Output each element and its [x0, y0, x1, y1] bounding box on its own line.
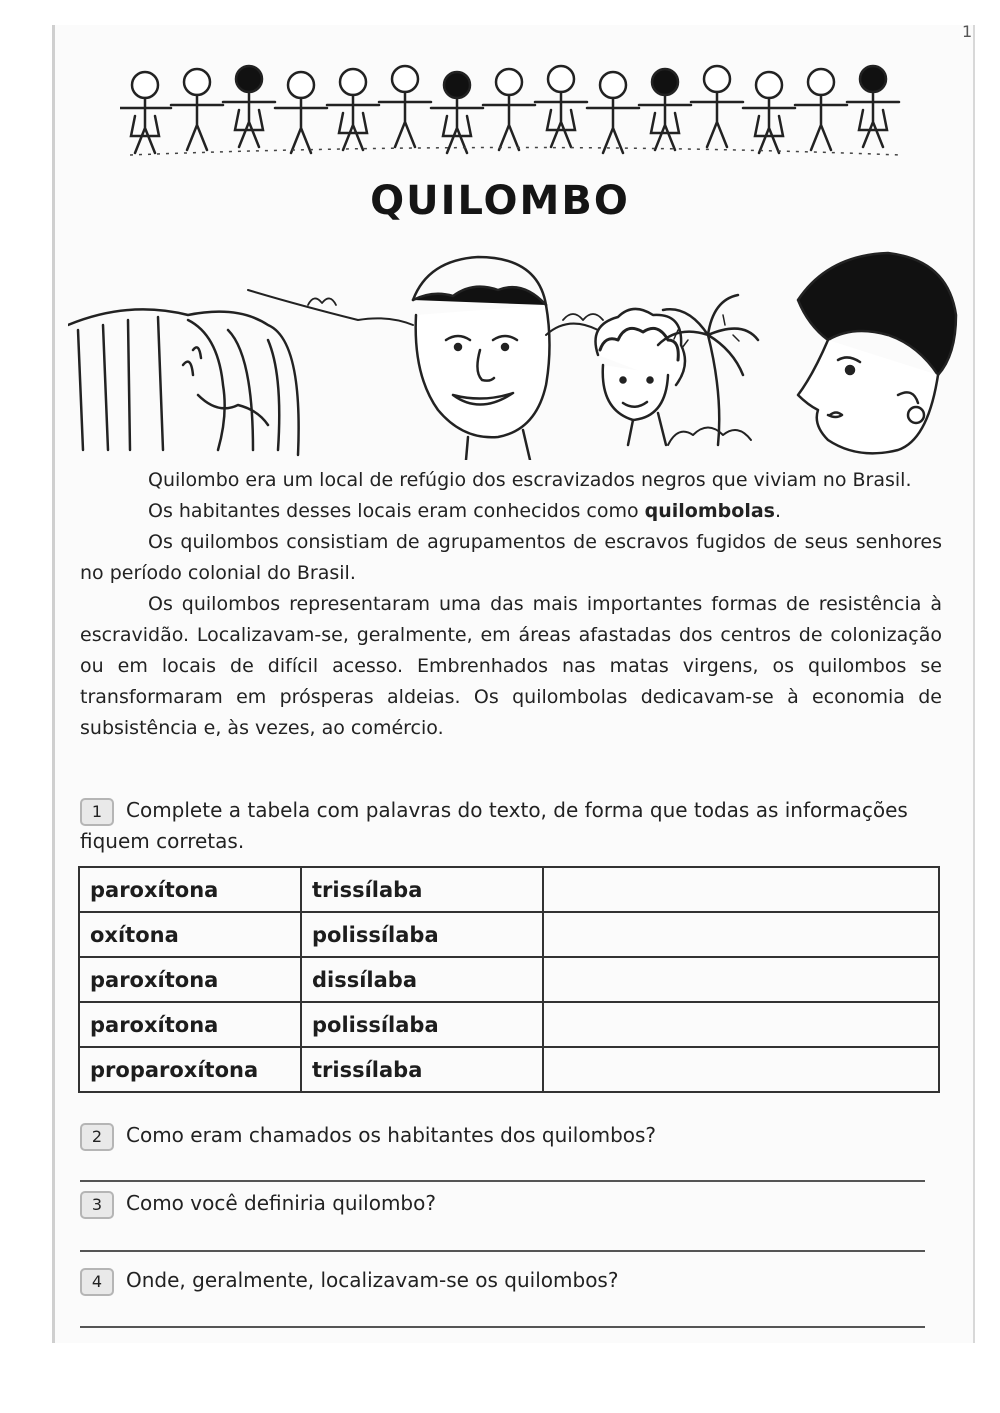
table-row	[79, 1047, 939, 1092]
question-3	[80, 1188, 940, 1219]
stress-cell: paroxítona	[79, 957, 301, 1002]
stress-cell: paroxítona	[79, 867, 301, 912]
answer-line-3[interactable]	[80, 1250, 925, 1252]
syllable-count-cell: polissílaba	[301, 1002, 543, 1047]
answer-cell[interactable]	[543, 1002, 939, 1047]
child-figure	[691, 66, 743, 147]
child-figure	[795, 69, 847, 150]
child-figure	[379, 66, 431, 147]
question-number-badge: 3	[80, 1191, 114, 1219]
child-figure	[120, 72, 171, 153]
child-figure	[535, 66, 587, 147]
page-title: QUILOMBO	[370, 178, 630, 224]
waterfall-drawing	[68, 309, 299, 455]
question-4	[80, 1265, 940, 1296]
answer-cell[interactable]	[543, 957, 939, 1002]
question-2	[80, 1120, 940, 1151]
child-figure	[327, 69, 379, 150]
stress-cell: paroxítona	[79, 1002, 301, 1047]
child-face-drawing	[596, 309, 686, 445]
children-banner-illustration	[120, 45, 910, 175]
child-figure	[639, 69, 691, 150]
answer-line-2[interactable]	[80, 1180, 925, 1182]
man-face-drawing	[413, 257, 550, 460]
keyword-quilombolas: quilombolas	[644, 500, 775, 522]
question-text: Complete a tabela com palavras do texto, de forma que todas as informações fiquem corretas.	[80, 798, 908, 853]
answer-cell[interactable]	[543, 912, 939, 957]
table-row	[79, 957, 939, 1002]
child-figure	[483, 69, 535, 150]
paragraph-1: Quilombo era um local de refúgio dos escravizados negros que viviam no Brasil.	[148, 469, 912, 491]
quilombo-scene-illustration	[68, 245, 958, 460]
woman-face-drawing	[798, 253, 956, 453]
child-figure	[171, 69, 223, 150]
paragraph-3: Os quilombos consistiam de agrupamentos de escravos fugidos de seus senhores no período colonial do Brasil.	[80, 531, 942, 584]
child-figure	[743, 72, 795, 153]
question-number-badge: 2	[80, 1123, 114, 1151]
syllable-count-cell: trissílaba	[301, 867, 543, 912]
paragraph-4: Os quilombos representaram uma das mais importantes formas de resistência à escravidão. Localizavam-se, geralmente, em áreas afastadas dos centros de colonização ou em locais de difícil acesso. Embrenhados nas matas virgens, os quilombos se transformaram em prósperas aldeias. Os quilombolas dedicavam-se à economia de subsistência e, às vezes, ao comércio.	[80, 593, 942, 739]
paragraph-2: Os habitantes desses locais eram conhecidos como quilombolas.	[148, 500, 782, 522]
child-figure	[223, 66, 275, 147]
table-row	[79, 1002, 939, 1047]
question-number-badge: 4	[80, 1268, 114, 1296]
stress-cell: proparoxítona	[79, 1047, 301, 1092]
page-number: 1	[962, 22, 973, 41]
word-classification-table	[78, 866, 940, 1093]
stress-cell: oxítona	[79, 912, 301, 957]
child-figure	[847, 66, 899, 147]
question-text: Como eram chamados os habitantes dos quilombos?	[126, 1123, 657, 1147]
reading-text	[80, 465, 942, 744]
question-number-badge: 1	[80, 798, 114, 826]
table-row	[79, 912, 939, 957]
syllable-count-cell: dissílaba	[301, 957, 543, 1002]
answer-cell[interactable]	[543, 1047, 939, 1092]
question-text: Onde, geralmente, localizavam-se os quilombos?	[126, 1268, 619, 1292]
syllable-count-cell: polissílaba	[301, 912, 543, 957]
table-row	[79, 867, 939, 912]
child-figure	[431, 72, 483, 153]
syllable-count-cell: trissílaba	[301, 1047, 543, 1092]
answer-cell[interactable]	[543, 867, 939, 912]
child-figure	[587, 72, 639, 153]
question-text: Como você definiria quilombo?	[126, 1191, 436, 1215]
question-1	[80, 795, 940, 857]
answer-line-4[interactable]	[80, 1326, 925, 1328]
child-figure	[275, 72, 327, 153]
